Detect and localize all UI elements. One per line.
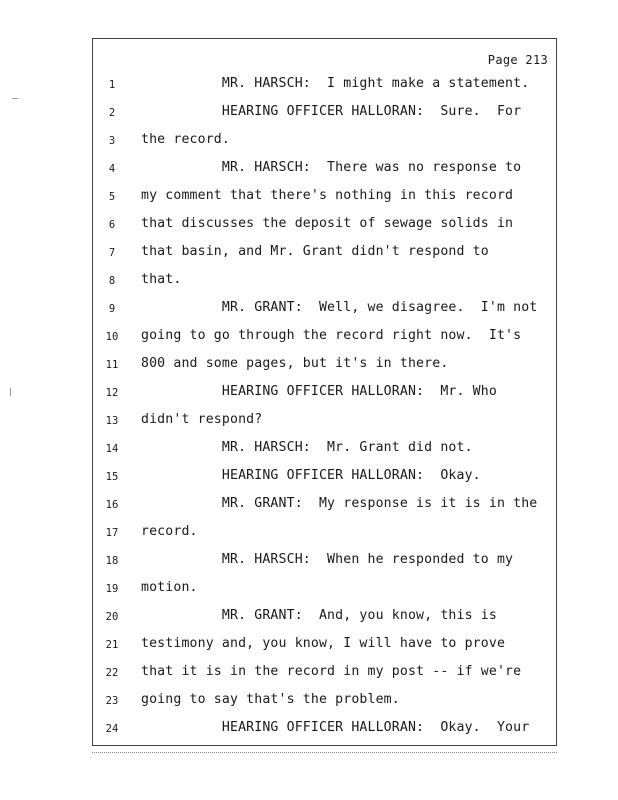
transcript-line: that.	[141, 272, 182, 287]
line-number: 21	[105, 639, 119, 651]
line-number: 2	[108, 107, 116, 119]
line-number: 3	[108, 135, 116, 147]
transcript-line: going to say that's the problem.	[141, 692, 400, 707]
line-number: 10	[105, 331, 119, 343]
line-number: 8	[108, 275, 116, 287]
scan-noise-line	[92, 752, 557, 754]
line-number: 9	[108, 303, 116, 315]
transcript-line: MR. GRANT: My response is it is in the	[141, 496, 538, 511]
transcript-line: the record.	[141, 132, 230, 147]
transcript-line: 800 and some pages, but it's in there.	[141, 356, 449, 371]
transcript-line: HEARING OFFICER HALLORAN: Okay.	[141, 468, 481, 483]
line-number: 23	[105, 695, 119, 707]
line-number: 11	[105, 359, 119, 371]
transcript-line: HEARING OFFICER HALLORAN: Okay. Your	[141, 720, 530, 735]
transcript-line: MR. HARSCH: I might make a statement.	[141, 76, 530, 91]
transcript-line: HEARING OFFICER HALLORAN: Sure. For	[141, 104, 522, 119]
scan-speck	[10, 388, 11, 396]
line-number: 15	[105, 471, 119, 483]
line-number: 12	[105, 387, 119, 399]
page-number: Page 213	[487, 53, 548, 67]
line-number: 22	[105, 667, 119, 679]
line-number: 5	[108, 191, 116, 203]
line-number: 6	[108, 219, 116, 231]
transcript-line: HEARING OFFICER HALLORAN: Mr. Who	[141, 384, 497, 399]
transcript-line: MR. GRANT: And, you know, this is	[141, 608, 497, 623]
line-number: 17	[105, 527, 119, 539]
transcript-line: MR. HARSCH: When he responded to my	[141, 552, 514, 567]
line-number: 18	[105, 555, 119, 567]
line-number: 4	[108, 163, 116, 175]
line-number: 24	[105, 723, 119, 735]
transcript-line: MR. GRANT: Well, we disagree. I'm not	[141, 300, 538, 315]
transcript-line: that it is in the record in my post -- if we're	[141, 664, 522, 679]
transcript-page	[92, 38, 557, 746]
line-number: 20	[105, 611, 119, 623]
transcript-line: MR. HARSCH: Mr. Grant did not.	[141, 440, 473, 455]
line-number: 14	[105, 443, 119, 455]
transcript-line: motion.	[141, 580, 198, 595]
scan-speck	[12, 98, 18, 99]
line-number: 19	[105, 583, 119, 595]
line-number: 16	[105, 499, 119, 511]
transcript-line: that basin, and Mr. Grant didn't respond to	[141, 244, 489, 259]
transcript-line: my comment that there's nothing in this record	[141, 188, 514, 203]
line-number: 13	[105, 415, 119, 427]
transcript-line: going to go through the record right now. It's	[141, 328, 522, 343]
transcript-line: MR. HARSCH: There was no response to	[141, 160, 522, 175]
transcript-line: record.	[141, 524, 198, 539]
transcript-line: didn't respond?	[141, 412, 263, 427]
line-number: 1	[108, 79, 116, 91]
transcript-line: that discusses the deposit of sewage solids in	[141, 216, 514, 231]
line-number: 7	[108, 247, 116, 259]
transcript-line: testimony and, you know, I will have to prove	[141, 636, 506, 651]
